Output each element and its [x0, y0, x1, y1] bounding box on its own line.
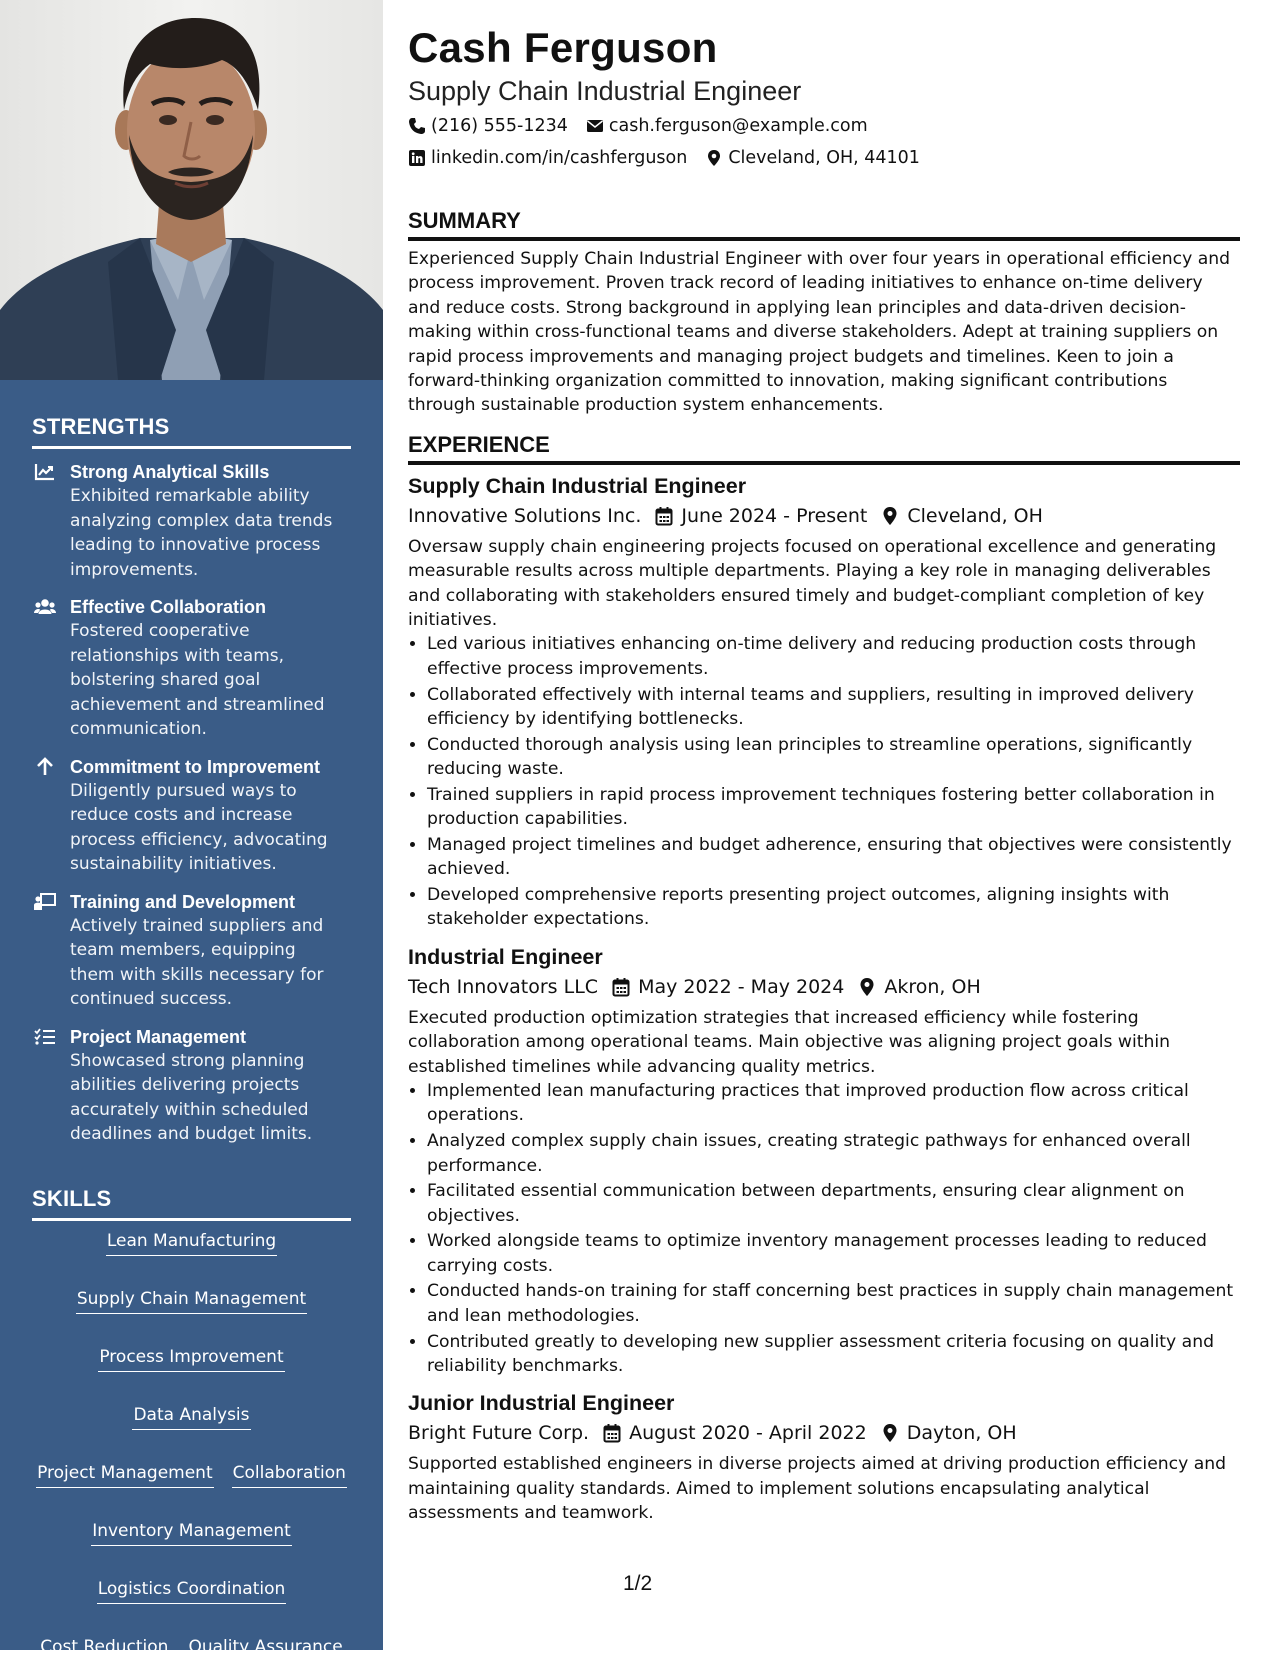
skill-tag: Logistics Coordination	[97, 1578, 287, 1604]
job-bullet: • Worked alongside teams to optimize inventory management processes leading to reduced carrying costs.	[427, 1229, 1240, 1278]
strength-title: Effective Collaboration	[70, 597, 267, 617]
job-meta	[408, 972, 1240, 1002]
experience-heading: EXPERIENCE	[408, 432, 1240, 465]
phone-icon	[408, 117, 426, 135]
strength-item	[32, 755, 372, 877]
calendar-icon	[612, 977, 630, 997]
strength-item	[32, 1025, 372, 1147]
phone-contact	[408, 110, 568, 142]
candidate-name: Cash Ferguson	[408, 24, 718, 71]
strength-item	[32, 595, 372, 742]
skill-tag: Supply Chain Management	[76, 1288, 307, 1314]
list-check-icon	[34, 1027, 56, 1047]
job-description: Oversaw supply chain engineering projects focused on operational excellence and generating measurable results across multiple departments. Playing a key role in managing deliverables and collaborating with stakeholders ensured timely and budget-compliant completion of key initiatives.	[408, 536, 1217, 631]
location-contact	[705, 142, 920, 174]
job-bullet: • Facilitated essential communication between departments, ensuring clear alignment on objectives.	[427, 1179, 1240, 1228]
job-dates: August 2020 - April 2022	[629, 1422, 867, 1445]
candidate-title: Supply Chain Industrial Engineer	[408, 76, 802, 106]
job-bullets	[408, 1079, 1240, 1378]
linkedin-icon	[408, 149, 426, 167]
company-name: Bright Future Corp.	[408, 1422, 590, 1445]
skill-tag: Inventory Management	[91, 1520, 292, 1546]
page-number: 1/2	[623, 1572, 653, 1595]
strength-description: Actively trained suppliers and team members, equipping them with skills necessary for continued success.	[70, 915, 324, 1009]
job-title: Industrial Engineer	[408, 944, 603, 969]
strengths-list	[32, 460, 372, 1160]
profile-photo-image	[0, 0, 383, 380]
job-bullet: • Implemented lean manufacturing practices that improved production flow across critical operations.	[427, 1079, 1240, 1128]
job-bullet: • Trained suppliers in rapid process improvement techniques fostering better collaboration in production capabilities.	[427, 783, 1240, 832]
job-dates: May 2022 - May 2024	[638, 975, 845, 998]
job-bullet: • Managed project timelines and budget adherence, ensuring that objectives were consistently achieved.	[427, 833, 1240, 882]
job-title: Junior Industrial Engineer	[408, 1391, 675, 1416]
strengths-heading: STRENGTHS	[32, 414, 351, 449]
skill-tag: Lean Manufacturing	[106, 1230, 277, 1256]
arrow-up-icon	[34, 757, 56, 777]
linkedin-text[interactable]: linkedin.com/in/cashferguson	[431, 148, 688, 168]
job-meta	[408, 501, 1240, 531]
skill-tag: Process Improvement	[98, 1346, 284, 1372]
job-entry	[408, 1388, 1240, 1525]
strength-description: Exhibited remarkable ability analyzing complex data trends leading to innovative process improvements.	[70, 486, 333, 580]
strength-title: Training and Development	[70, 891, 296, 912]
skill-tag: Data Analysis	[132, 1404, 250, 1430]
strength-item	[32, 460, 372, 582]
sidebar	[0, 0, 383, 1657]
chart-line-icon	[34, 462, 56, 482]
linkedin-contact[interactable]	[408, 142, 687, 174]
map-pin-icon	[705, 149, 723, 167]
strength-description: Diligently pursued ways to reduce costs and increase process efficiency, advocating sustainability initiatives.	[70, 780, 328, 874]
job-bullet: • Analyzed complex supply chain issues, creating strategic pathways for enhanced overall performance.	[427, 1129, 1240, 1178]
job-bullet: • Conducted thorough analysis using lean principles to streamline operations, significantly reducing waste.	[427, 733, 1240, 782]
phone-text: (216) 555-1234	[431, 116, 568, 136]
envelope-icon	[586, 117, 604, 135]
contact-row	[408, 142, 1240, 174]
strength-title: Project Management	[70, 1026, 247, 1047]
job-entry	[408, 471, 1240, 932]
map-pin-icon	[881, 506, 899, 526]
skill-tag: Quality Assurance	[187, 1636, 343, 1662]
job-location: Cleveland, OH	[907, 504, 1043, 527]
job-description: Supported established engineers in diverse projects aimed at driving production efficiency and maintaining quality standards. Aimed to implement solutions encapsulating analytical assessments and teamwork.	[408, 1454, 1227, 1524]
strength-item	[32, 890, 372, 1012]
job-dates: June 2024 - Present	[681, 504, 868, 527]
skill-tag: Cost Reduction	[39, 1636, 169, 1662]
job-title: Supply Chain Industrial Engineer	[408, 473, 747, 498]
skills-heading: SKILLS	[32, 1186, 351, 1221]
job-bullet: • Conducted hands-on training for staff concerning best practices in supply chain management and lean methodologies.	[427, 1279, 1240, 1328]
strength-description: Fostered cooperative relationships with teams, bolstering shared goal achievement and streamlined communication.	[70, 621, 325, 739]
users-icon	[34, 597, 56, 617]
job-bullet: • Collaborated effectively with internal teams and suppliers, resulting in improved delivery efficiency by identifying bottlenecks.	[427, 683, 1240, 732]
calendar-icon	[655, 506, 673, 526]
job-meta	[408, 1418, 1240, 1448]
email-contact[interactable]	[586, 110, 868, 142]
email-text[interactable]: cash.ferguson@example.com	[608, 116, 868, 136]
profile-photo	[0, 0, 383, 380]
summary-text: Experienced Supply Chain Industrial Engineer with over four years in operational efficiency and process improvement. Proven track record of leading initiatives to enhance on-time delivery and reduce costs. Strong background in applying lean principles and data-driven decision-making within cross-functional teams and diverse stakeholders. Adept at training suppliers on rapid process improvements and managing project budgets and timelines. Keen to join a forward-thinking organization committed to innovation, making significant contributions through sustainable production system enhancements.	[408, 249, 1231, 416]
job-location: Dayton, OH	[906, 1422, 1017, 1445]
skills-list	[28, 1230, 355, 1662]
summary-heading: SUMMARY	[408, 208, 1240, 241]
map-pin-icon	[858, 977, 876, 997]
company-name: Innovative Solutions Inc.	[408, 504, 642, 527]
strength-description: Showcased strong planning abilities delivering projects accurately within scheduled deadlines and budget limits.	[70, 1050, 313, 1144]
contact-row	[408, 110, 1240, 142]
job-bullet: • Led various initiatives enhancing on-time delivery and reducing production costs through effective process improvements.	[427, 632, 1240, 681]
job-bullet: • Contributed greatly to developing new supplier assessment criteria focusing on quality and reliability benchmarks.	[427, 1330, 1240, 1379]
strength-title: Commitment to Improvement	[70, 756, 321, 777]
strength-title: Strong Analytical Skills	[70, 462, 270, 482]
job-description: Executed production optimization strategies that increased efficiency while fostering collaboration among operational teams. Main objective was aligning project goals within established timelines while advancing quality metrics.	[408, 1007, 1171, 1077]
calendar-icon	[603, 1423, 621, 1443]
chalkboard-teacher-icon	[34, 892, 56, 912]
job-location: Akron, OH	[884, 975, 981, 998]
company-name: Tech Innovators LLC	[408, 975, 599, 998]
job-bullet: • Developed comprehensive reports presenting project outcomes, aligning insights with stakeholder expectations.	[427, 883, 1240, 932]
job-entry	[408, 942, 1240, 1379]
location-text: Cleveland, OH, 44101	[728, 148, 920, 168]
skill-tag: Collaboration	[232, 1462, 347, 1488]
main-content	[408, 20, 1240, 1526]
job-bullets	[408, 632, 1240, 931]
skill-tag: Project Management	[36, 1462, 214, 1488]
map-pin-icon	[881, 1423, 899, 1443]
